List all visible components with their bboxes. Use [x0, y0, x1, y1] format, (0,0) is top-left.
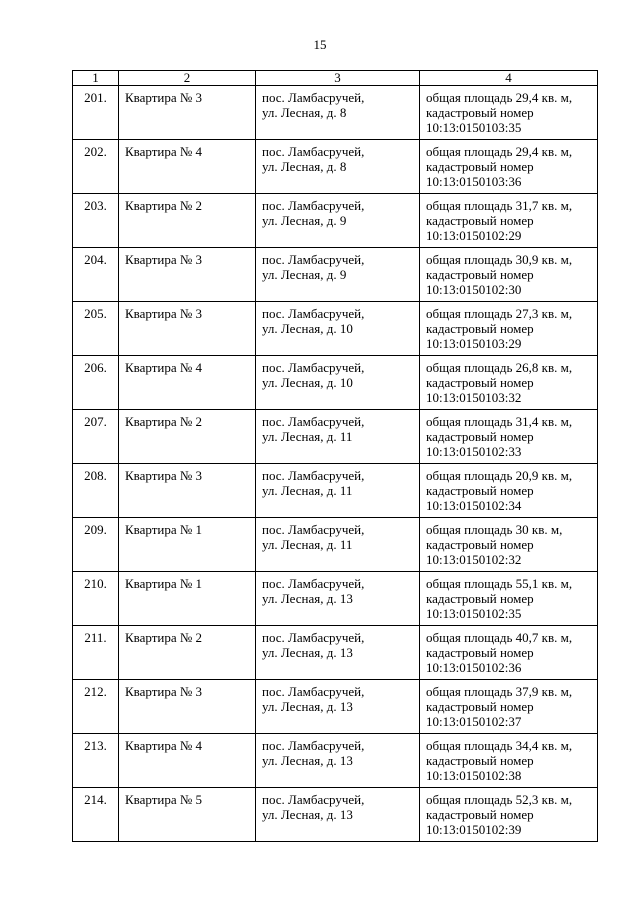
table-row: [73, 734, 598, 788]
property-description: [420, 302, 598, 356]
property-address: [256, 356, 420, 410]
address-line: ул. Лесная, д. 13: [262, 645, 353, 660]
address-line: ул. Лесная, д. 10: [262, 321, 353, 336]
description-line: 10:13:0150103:35: [426, 120, 522, 135]
description-line: 10:13:0150102:32: [426, 552, 522, 567]
property-name: Квартира № 4: [119, 734, 256, 788]
table-row: [73, 518, 598, 572]
address-line: пос. Ламбасручей,: [262, 792, 365, 807]
description-line: кадастровый номер: [426, 753, 534, 768]
description-line: общая площадь 20,9 кв. м,: [426, 468, 573, 483]
description-line: кадастровый номер: [426, 375, 534, 390]
address-line: ул. Лесная, д. 13: [262, 591, 353, 606]
description-line: 10:13:0150102:30: [426, 282, 522, 297]
row-number: 209.: [73, 518, 119, 572]
column-header-description: 4: [420, 71, 598, 86]
property-address: [256, 626, 420, 680]
description-line: 10:13:0150103:29: [426, 336, 522, 351]
property-name: Квартира № 4: [119, 356, 256, 410]
table-row: [73, 464, 598, 518]
address-line: ул. Лесная, д. 11: [262, 537, 353, 552]
address-line: пос. Ламбасручей,: [262, 684, 365, 699]
property-name: Квартира № 2: [119, 410, 256, 464]
description-line: общая площадь 27,3 кв. м,: [426, 306, 573, 321]
address-line: ул. Лесная, д. 11: [262, 483, 353, 498]
property-description: [420, 410, 598, 464]
address-line: ул. Лесная, д. 9: [262, 267, 347, 282]
property-address: [256, 410, 420, 464]
description-line: кадастровый номер: [426, 105, 534, 120]
address-line: ул. Лесная, д. 13: [262, 699, 353, 714]
description-line: общая площадь 37,9 кв. м,: [426, 684, 573, 699]
table-row: [73, 86, 598, 140]
row-number: 206.: [73, 356, 119, 410]
property-description: [420, 518, 598, 572]
column-header-address: 3: [256, 71, 420, 86]
address-line: пос. Ламбасручей,: [262, 576, 365, 591]
table-row: [73, 788, 598, 842]
row-number: 212.: [73, 680, 119, 734]
address-line: ул. Лесная, д. 9: [262, 213, 347, 228]
description-line: общая площадь 26,8 кв. м,: [426, 360, 573, 375]
description-line: 10:13:0150102:39: [426, 822, 522, 837]
description-line: общая площадь 34,4 кв. м,: [426, 738, 573, 753]
property-name: Квартира № 3: [119, 680, 256, 734]
description-line: 10:13:0150102:33: [426, 444, 522, 459]
table-row: [73, 680, 598, 734]
address-line: ул. Лесная, д. 8: [262, 159, 347, 174]
table-row: [73, 302, 598, 356]
address-line: пос. Ламбасручей,: [262, 414, 365, 429]
property-address: [256, 572, 420, 626]
property-description: [420, 194, 598, 248]
table-row: [73, 410, 598, 464]
property-description: [420, 788, 598, 842]
property-description: [420, 248, 598, 302]
property-name: Квартира № 1: [119, 518, 256, 572]
table-row: [73, 194, 598, 248]
property-name: Квартира № 5: [119, 788, 256, 842]
description-line: кадастровый номер: [426, 267, 534, 282]
property-description: [420, 734, 598, 788]
row-number: 213.: [73, 734, 119, 788]
description-line: общая площадь 31,7 кв. м,: [426, 198, 573, 213]
address-line: пос. Ламбасручей,: [262, 360, 365, 375]
property-name: Квартира № 2: [119, 626, 256, 680]
property-address: [256, 194, 420, 248]
address-line: ул. Лесная, д. 13: [262, 807, 353, 822]
property-description: [420, 464, 598, 518]
property-name: Квартира № 2: [119, 194, 256, 248]
address-line: ул. Лесная, д. 11: [262, 429, 353, 444]
row-number: 204.: [73, 248, 119, 302]
property-address: [256, 140, 420, 194]
property-address: [256, 680, 420, 734]
description-line: 10:13:0150102:36: [426, 660, 522, 675]
table-header-row: [73, 71, 598, 86]
description-line: кадастровый номер: [426, 159, 534, 174]
address-line: пос. Ламбасручей,: [262, 198, 365, 213]
property-address: [256, 518, 420, 572]
address-line: ул. Лесная, д. 8: [262, 105, 347, 120]
column-header-name: 2: [119, 71, 256, 86]
row-number: 208.: [73, 464, 119, 518]
description-line: 10:13:0150102:38: [426, 768, 522, 783]
property-address: [256, 734, 420, 788]
row-number: 210.: [73, 572, 119, 626]
property-address: [256, 788, 420, 842]
row-number: 207.: [73, 410, 119, 464]
description-line: 10:13:0150102:35: [426, 606, 522, 621]
description-line: общая площадь 30,9 кв. м,: [426, 252, 573, 267]
property-name: Квартира № 1: [119, 572, 256, 626]
description-line: кадастровый номер: [426, 429, 534, 444]
property-name: Квартира № 3: [119, 302, 256, 356]
column-header-number: 1: [73, 71, 119, 86]
description-line: общая площадь 55,1 кв. м,: [426, 576, 573, 591]
property-description: [420, 572, 598, 626]
description-line: 10:13:0150103:32: [426, 390, 522, 405]
property-address: [256, 464, 420, 518]
row-number: 205.: [73, 302, 119, 356]
property-address: [256, 86, 420, 140]
property-description: [420, 356, 598, 410]
description-line: общая площадь 29,4 кв. м,: [426, 90, 573, 105]
address-line: пос. Ламбасручей,: [262, 738, 365, 753]
description-line: общая площадь 29,4 кв. м,: [426, 144, 573, 159]
property-description: [420, 86, 598, 140]
table-row: [73, 248, 598, 302]
description-line: кадастровый номер: [426, 321, 534, 336]
description-line: кадастровый номер: [426, 807, 534, 822]
property-name: Квартира № 4: [119, 140, 256, 194]
address-line: пос. Ламбасручей,: [262, 90, 365, 105]
description-line: кадастровый номер: [426, 699, 534, 714]
description-line: кадастровый номер: [426, 213, 534, 228]
property-name: Квартира № 3: [119, 464, 256, 518]
property-description: [420, 680, 598, 734]
property-address: [256, 248, 420, 302]
row-number: 214.: [73, 788, 119, 842]
property-description: [420, 140, 598, 194]
address-line: пос. Ламбасручей,: [262, 306, 365, 321]
description-line: общая площадь 52,3 кв. м,: [426, 792, 573, 807]
address-line: пос. Ламбасручей,: [262, 468, 365, 483]
property-name: Квартира № 3: [119, 86, 256, 140]
property-table: [72, 70, 598, 842]
address-line: ул. Лесная, д. 13: [262, 753, 353, 768]
description-line: 10:13:0150102:34: [426, 498, 522, 513]
description-line: кадастровый номер: [426, 483, 534, 498]
property-description: [420, 626, 598, 680]
table-row: [73, 140, 598, 194]
description-line: общая площадь 30 кв. м,: [426, 522, 563, 537]
description-line: 10:13:0150102:37: [426, 714, 522, 729]
address-line: пос. Ламбасручей,: [262, 522, 365, 537]
property-name: Квартира № 3: [119, 248, 256, 302]
table-body: [73, 86, 598, 842]
page-number: 15: [313, 37, 327, 52]
row-number: 211.: [73, 626, 119, 680]
address-line: пос. Ламбасручей,: [262, 252, 365, 267]
property-address: [256, 302, 420, 356]
description-line: кадастровый номер: [426, 645, 534, 660]
table-row: [73, 356, 598, 410]
description-line: 10:13:0150103:36: [426, 174, 522, 189]
address-line: пос. Ламбасручей,: [262, 144, 365, 159]
row-number: 201.: [73, 86, 119, 140]
description-line: кадастровый номер: [426, 591, 534, 606]
description-line: 10:13:0150102:29: [426, 228, 522, 243]
row-number: 202.: [73, 140, 119, 194]
address-line: ул. Лесная, д. 10: [262, 375, 353, 390]
description-line: кадастровый номер: [426, 537, 534, 552]
table-row: [73, 626, 598, 680]
row-number: 203.: [73, 194, 119, 248]
table-row: [73, 572, 598, 626]
description-line: общая площадь 40,7 кв. м,: [426, 630, 573, 645]
address-line: пос. Ламбасручей,: [262, 630, 365, 645]
description-line: общая площадь 31,4 кв. м,: [426, 414, 573, 429]
